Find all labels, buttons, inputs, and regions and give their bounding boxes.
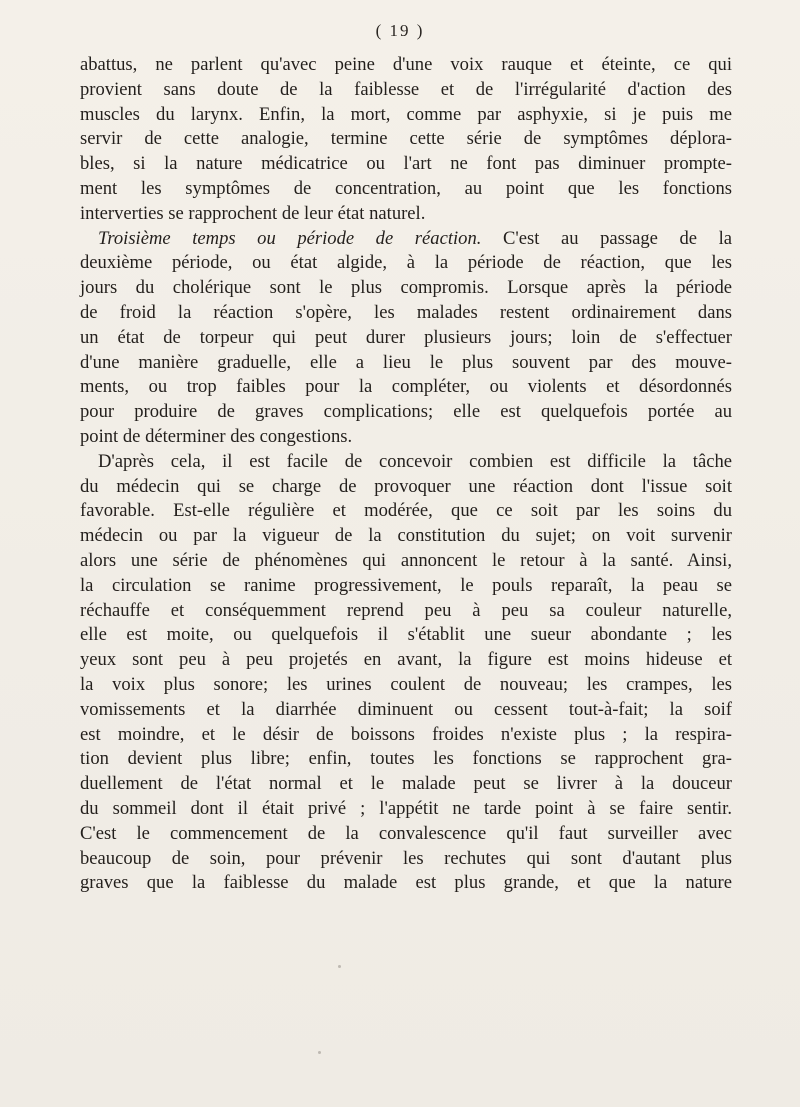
line-text: médecin ou par la vigueur de la constitution du sujet; on voit survenir bbox=[80, 525, 732, 547]
text-line bbox=[80, 103, 732, 128]
line-text: ments, ou trop faibles pour la compléter, ou violents et désordonnés bbox=[80, 376, 732, 398]
text-line bbox=[80, 549, 732, 574]
line-text: D'après cela, il est facile de concevoir combien est difficile la tâche bbox=[98, 450, 732, 472]
line-text: la circulation se ranime progressivement, le pouls reparaît, la peau se bbox=[80, 574, 732, 596]
page-number: ( 19 ) bbox=[375, 21, 425, 40]
line-text: C'est le commencement de la convalescence qu'il faut surveiller avec bbox=[80, 822, 732, 844]
text-line bbox=[80, 450, 732, 475]
text-line bbox=[80, 797, 732, 822]
text-line bbox=[80, 78, 732, 103]
text-line bbox=[80, 698, 732, 723]
line-text: point de déterminer des congestions. bbox=[80, 425, 353, 447]
line-text: tion devient plus libre; enfin, toutes les fonctions se rapprochent gra- bbox=[80, 748, 732, 770]
text-line bbox=[80, 574, 732, 599]
line-text: la voix plus sonore; les urines coulent de nouveau; les crampes, les bbox=[80, 673, 732, 695]
text-line bbox=[80, 499, 732, 524]
text-line bbox=[80, 648, 732, 673]
line-text: est moindre, et le désir de boissons froides n'existe plus ; la respira- bbox=[80, 723, 732, 745]
line-text: favorable. Est-elle régulière et modérée, que ce soit par les soins du bbox=[80, 500, 732, 522]
text-line bbox=[80, 276, 732, 301]
section-heading-italic: Troisième temps ou période de réaction. bbox=[98, 227, 482, 249]
line-text: yeux sont peu à peu projetés en avant, la figure est moins hideuse et bbox=[80, 649, 732, 671]
paper-speck bbox=[338, 965, 341, 968]
text-line bbox=[80, 599, 732, 624]
text-line bbox=[80, 475, 732, 500]
text-line bbox=[80, 301, 732, 326]
line-text: abattus, ne parlent qu'avec peine d'une voix rauque et éteinte, ce qui bbox=[80, 54, 732, 75]
line-text: réchauffe et conséquemment reprend peu à peu sa couleur naturelle, bbox=[80, 599, 732, 621]
text-line bbox=[80, 251, 732, 276]
line-text: d'une manière graduelle, elle a lieu le plus souvent par des mouve- bbox=[80, 351, 732, 373]
text-line bbox=[80, 152, 732, 177]
text-line bbox=[80, 723, 732, 748]
line-text: beaucoup de soin, pour prévenir les rechutes qui sont d'autant plus bbox=[80, 847, 732, 869]
line-text: du médecin qui se charge de provoquer une réaction dont l'issue soit bbox=[80, 475, 732, 497]
text-line bbox=[80, 772, 732, 797]
text-line bbox=[80, 127, 732, 152]
line-text: graves que la faiblesse du malade est plus grande, et que la nature bbox=[80, 872, 732, 894]
line-text: de froid la réaction s'opère, les malades restent ordinairement dans bbox=[80, 301, 732, 323]
text-line bbox=[80, 747, 732, 772]
line-text: pour produire de graves complications; elle est quelquefois portée au bbox=[80, 401, 732, 423]
line-text: servir de cette analogie, termine cette série de symptômes déplora- bbox=[80, 128, 732, 150]
line-text: duellement de l'état normal et le malade peut se livrer à la douceur bbox=[80, 773, 732, 795]
line-text: ment les symptômes de concentration, au point que les fonctions bbox=[80, 177, 732, 199]
paper-speck bbox=[318, 1051, 321, 1054]
text-line bbox=[80, 227, 732, 252]
text-line bbox=[80, 400, 732, 425]
line-text: deuxième période, ou état algide, à la période de réaction, que les bbox=[80, 252, 732, 274]
line-text: interverties se rapprochent de leur état naturel. bbox=[80, 202, 426, 224]
line-text: alors une série de phénomènes qui annoncent le retour à la santé. Ainsi, bbox=[80, 549, 732, 571]
line-text: bles, si la nature médicatrice ou l'art ne font pas diminuer prompte- bbox=[80, 153, 732, 175]
line-text: vomissements et la diarrhée diminuent ou cessent tout-à-fait; la soif bbox=[80, 698, 732, 720]
text-line bbox=[80, 847, 732, 872]
line-text: elle est moite, ou quelquefois il s'établit une sueur abondante ; les bbox=[80, 624, 732, 646]
line-text: un état de torpeur qui peut durer plusieurs jours; loin de s'effectuer bbox=[80, 326, 732, 348]
line-text: C'est au passage de la bbox=[481, 227, 732, 249]
text-line bbox=[80, 326, 732, 351]
text-line bbox=[80, 822, 732, 847]
line-text: provient sans doute de la faiblesse et de l'irrégularité d'action des bbox=[80, 78, 732, 100]
text-line bbox=[80, 623, 732, 648]
text-line bbox=[80, 524, 732, 549]
text-line bbox=[80, 375, 732, 400]
line-text: jours du cholérique sont le plus compromis. Lorsque après la période bbox=[80, 277, 732, 299]
line-text: muscles du larynx. Enfin, la mort, comme par asphyxie, si je puis me bbox=[80, 103, 732, 125]
text-line bbox=[80, 425, 732, 450]
text-line bbox=[80, 202, 732, 227]
text-line bbox=[80, 673, 732, 698]
text-line bbox=[80, 177, 732, 202]
line-text: du sommeil dont il était privé ; l'appétit ne tarde point à se faire sentir. bbox=[80, 797, 732, 819]
text-line bbox=[80, 53, 732, 78]
text-line bbox=[80, 351, 732, 376]
body-text bbox=[80, 53, 732, 896]
text-line bbox=[80, 871, 732, 896]
